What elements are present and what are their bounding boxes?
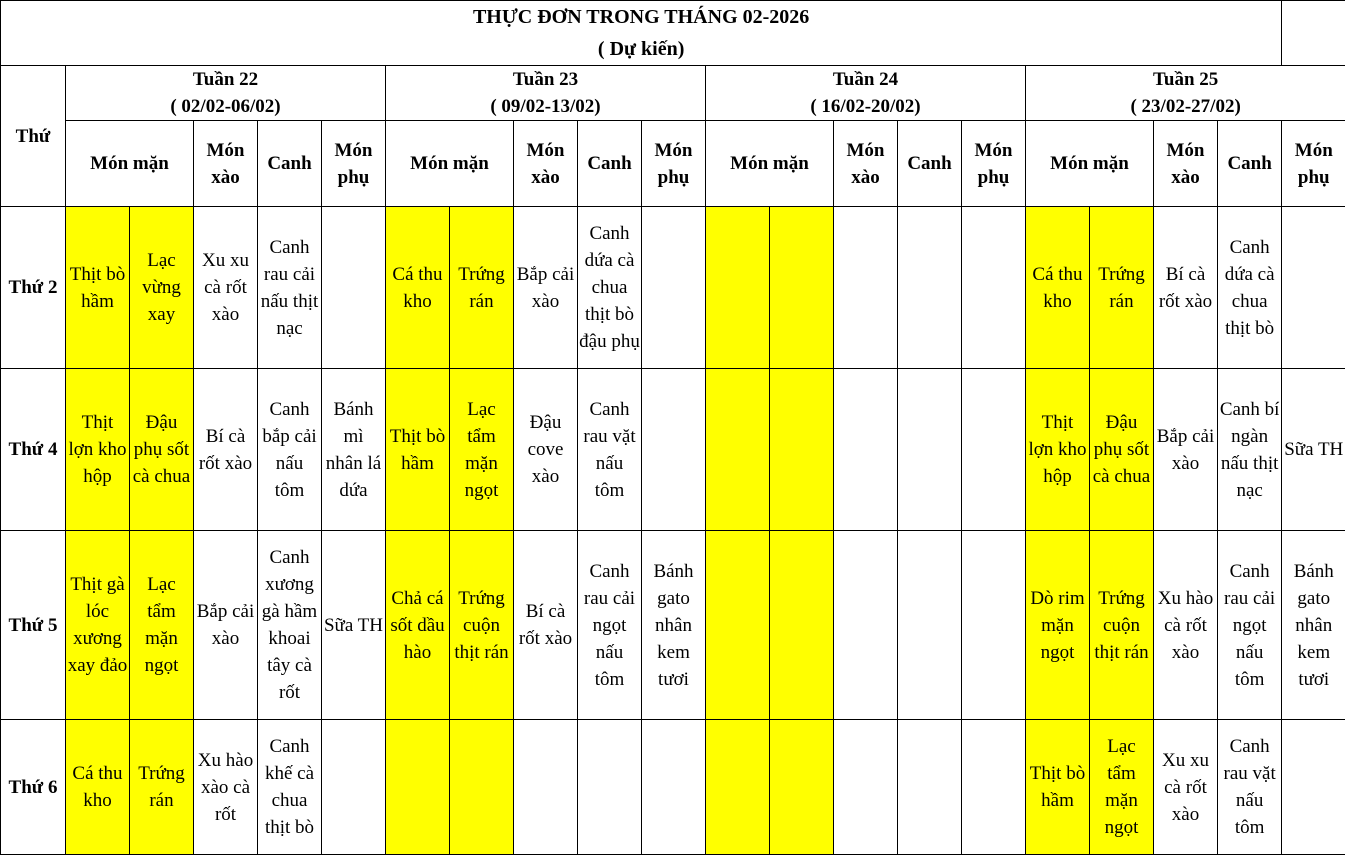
main-dish-cell xyxy=(706,369,770,531)
stirfry-cell: Bí cà rốt xào xyxy=(1154,207,1218,369)
week-header-4 xyxy=(1026,66,1345,121)
side-dish-cell: Bánh gato nhân kem tươi xyxy=(1282,531,1345,720)
day-label: Thứ 6 xyxy=(1,720,66,855)
main-dish-2-cell: Lạc tẩm mặn ngọt xyxy=(450,369,514,531)
day-label: Thứ 4 xyxy=(1,369,66,531)
soup-cell: Canh rau cải ngọt nấu tôm xyxy=(1218,531,1282,720)
soup-cell xyxy=(898,207,962,369)
week-name: Tuần 23 xyxy=(512,69,579,90)
main-dish-2-cell: Trứng cuộn thịt rán xyxy=(1090,531,1154,720)
side-dish-header: Món phụ xyxy=(1282,121,1345,207)
main-dish-cell: Cá thu kho xyxy=(386,207,450,369)
main-dish-2-cell xyxy=(770,369,834,531)
side-dish-cell xyxy=(642,207,706,369)
main-dish-header: Món mặn xyxy=(66,121,194,207)
stirfry-cell xyxy=(834,207,898,369)
side-dish-cell xyxy=(962,720,1026,855)
stirfry-header: Món xào xyxy=(514,121,578,207)
side-dish-header: Món phụ xyxy=(642,121,706,207)
main-dish-cell: Cá thu kho xyxy=(1026,207,1090,369)
stirfry-cell: Bắp cải xào xyxy=(1154,369,1218,531)
main-dish-header: Món mặn xyxy=(386,121,514,207)
week-header-1 xyxy=(66,66,386,121)
stirfry-header: Món xào xyxy=(194,121,258,207)
side-dish-cell xyxy=(962,369,1026,531)
stirfry-cell: Bí cà rốt xào xyxy=(514,531,578,720)
stirfry-cell: Xu xu cà rốt xào xyxy=(194,207,258,369)
week-range: ( 23/02-27/02) xyxy=(1130,96,1241,117)
main-dish-2-cell xyxy=(770,207,834,369)
soup-cell: Canh rau vặt nấu tôm xyxy=(578,369,642,531)
soup-header: Canh xyxy=(898,121,962,207)
week-name: Tuần 22 xyxy=(192,69,259,90)
side-dish-cell xyxy=(322,207,386,369)
soup-cell xyxy=(898,531,962,720)
main-dish-cell xyxy=(706,531,770,720)
side-dish-cell xyxy=(322,720,386,855)
main-dish-2-cell: Lạc tẩm mặn ngọt xyxy=(130,531,194,720)
main-dish-cell: Thịt bò hầm xyxy=(1026,720,1090,855)
main-dish-cell: Cá thu kho xyxy=(66,720,130,855)
day-label: Thứ 5 xyxy=(1,531,66,720)
main-dish-2-cell xyxy=(450,720,514,855)
main-dish-cell xyxy=(386,720,450,855)
main-dish-2-cell: Trứng rán xyxy=(450,207,514,369)
side-dish-header: Món phụ xyxy=(962,121,1026,207)
main-dish-2-cell: Đậu phụ sốt cà chua xyxy=(1090,369,1154,531)
stirfry-cell xyxy=(834,720,898,855)
soup-header: Canh xyxy=(258,121,322,207)
soup-cell: Canh khế cà chua thịt bò xyxy=(258,720,322,855)
main-dish-cell: Thịt lợn kho hộp xyxy=(66,369,130,531)
soup-cell: Canh dứa cà chua thịt bò đậu phụ xyxy=(578,207,642,369)
main-dish-cell: Thịt lợn kho hộp xyxy=(1026,369,1090,531)
side-dish-cell xyxy=(962,531,1026,720)
week-range: ( 09/02-13/02) xyxy=(490,96,601,117)
side-dish-cell xyxy=(1282,720,1345,855)
soup-cell: Canh rau vặt nấu tôm xyxy=(1218,720,1282,855)
soup-cell: Canh bắp cải nấu tôm xyxy=(258,369,322,531)
main-dish-2-cell: Trứng rán xyxy=(1090,207,1154,369)
day-row xyxy=(1,207,1345,369)
day-label: Thứ 2 xyxy=(1,207,66,369)
main-dish-cell xyxy=(706,720,770,855)
side-dish-cell: Sữa TH xyxy=(1282,369,1345,531)
week-range: ( 02/02-06/02) xyxy=(170,96,281,117)
main-dish-cell: Chả cá sốt dầu hào xyxy=(386,531,450,720)
soup-cell xyxy=(578,720,642,855)
main-dish-2-cell xyxy=(770,720,834,855)
week-name: Tuần 25 xyxy=(1152,69,1219,90)
stirfry-cell: Xu hào xào cà rốt xyxy=(194,720,258,855)
side-dish-cell: Bánh mì nhân lá dứa xyxy=(322,369,386,531)
main-dish-2-cell: Lạc vừng xay xyxy=(130,207,194,369)
week-header-3 xyxy=(706,66,1026,121)
side-dish-cell xyxy=(962,207,1026,369)
stirfry-cell: Bí cà rốt xào xyxy=(194,369,258,531)
main-dish-cell: Dò rim mặn ngọt xyxy=(1026,531,1090,720)
corner-cell xyxy=(1282,1,1345,66)
day-row xyxy=(1,720,1345,855)
stirfry-cell: Xu hào cà rốt xào xyxy=(1154,531,1218,720)
main-dish-header: Món mặn xyxy=(706,121,834,207)
day-column-header: Thứ xyxy=(1,66,66,207)
stirfry-cell: Đậu cove xào xyxy=(514,369,578,531)
soup-cell: Canh rau cải ngọt nấu tôm xyxy=(578,531,642,720)
stirfry-cell xyxy=(834,369,898,531)
main-dish-2-cell: Trứng rán xyxy=(130,720,194,855)
page-subtitle: ( Dự kiến) xyxy=(1,34,1282,66)
week-header-2 xyxy=(386,66,706,121)
day-row xyxy=(1,369,1345,531)
main-dish-2-cell: Trứng cuộn thịt rán xyxy=(450,531,514,720)
day-row xyxy=(1,531,1345,720)
soup-cell: Canh bí ngàn nấu thịt nạc xyxy=(1218,369,1282,531)
stirfry-header: Món xào xyxy=(1154,121,1218,207)
side-dish-cell xyxy=(642,369,706,531)
side-dish-header: Món phụ xyxy=(322,121,386,207)
soup-header: Canh xyxy=(1218,121,1282,207)
side-dish-cell xyxy=(1282,207,1345,369)
soup-cell: Canh xương gà hầm khoai tây cà rốt xyxy=(258,531,322,720)
side-dish-cell xyxy=(642,720,706,855)
week-name: Tuần 24 xyxy=(832,69,899,90)
soup-cell xyxy=(898,369,962,531)
main-dish-2-cell xyxy=(770,531,834,720)
main-dish-header: Món mặn xyxy=(1026,121,1154,207)
stirfry-header: Món xào xyxy=(834,121,898,207)
soup-cell: Canh dứa cà chua thịt bò xyxy=(1218,207,1282,369)
stirfry-cell: Bắp cải xào xyxy=(194,531,258,720)
main-dish-cell: Thịt gà lóc xương xay đảo xyxy=(66,531,130,720)
soup-cell xyxy=(898,720,962,855)
stirfry-cell xyxy=(834,531,898,720)
stirfry-cell: Bắp cải xào xyxy=(514,207,578,369)
side-dish-cell: Bánh gato nhân kem tươi xyxy=(642,531,706,720)
main-dish-2-cell: Lạc tẩm mặn ngọt xyxy=(1090,720,1154,855)
main-dish-cell: Thịt bò hầm xyxy=(386,369,450,531)
side-dish-cell: Sữa TH xyxy=(322,531,386,720)
week-range: ( 16/02-20/02) xyxy=(810,96,921,117)
main-dish-cell xyxy=(706,207,770,369)
main-dish-cell: Thịt bò hầm xyxy=(66,207,130,369)
stirfry-cell: Xu xu cà rốt xào xyxy=(1154,720,1218,855)
page-title: THỰC ĐƠN TRONG THÁNG 02-2026 xyxy=(1,1,1282,35)
stirfry-cell xyxy=(514,720,578,855)
main-dish-2-cell: Đậu phụ sốt cà chua xyxy=(130,369,194,531)
soup-cell: Canh rau cải nấu thịt nạc xyxy=(258,207,322,369)
soup-header: Canh xyxy=(578,121,642,207)
